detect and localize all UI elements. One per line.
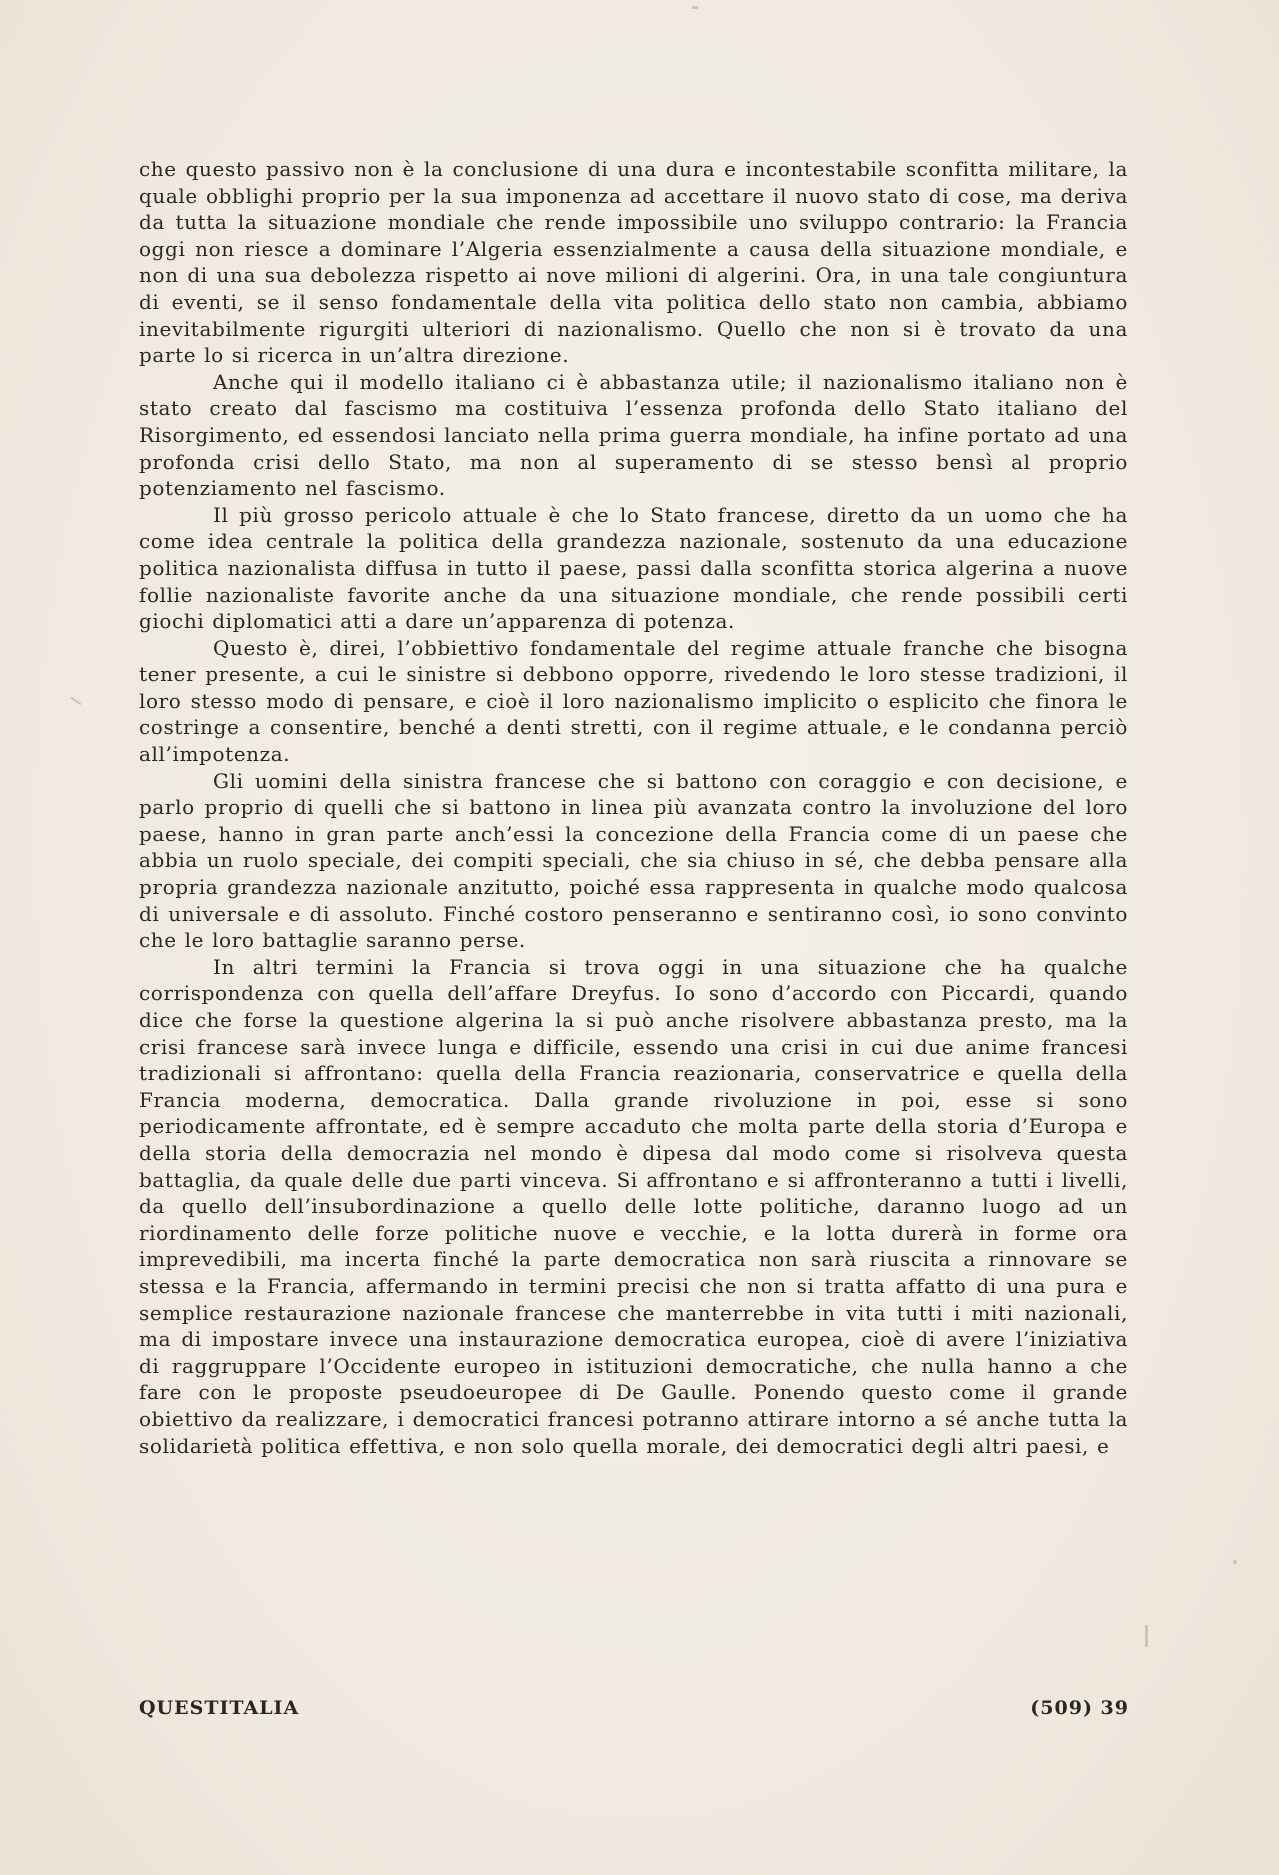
scan-speck bbox=[692, 6, 698, 9]
paragraph-5: Gli uomini della sinistra francese che si battono con coraggio e con decisione, e parlo proprio di quelli che si battono in linea più avanzata contro la involuzione del loro paese, hanno in gran parte anch’essi la concezione della Francia come di un paese che abbia un ruolo speciale, dei compiti speciali, che sia chiuso in sé, che debba pensare alla propria grandezza nazionale anzitutto, poiché essa rappresenta in qualche modo qualcosa di universale e di assoluto. Finché costoro penseranno e sentiranno così, io sono convinto che le loro battaglie saranno perse. bbox=[139, 768, 1128, 953]
scan-speck bbox=[71, 697, 82, 706]
journal-name: QUESTITALIA bbox=[139, 1697, 300, 1719]
body-text bbox=[139, 156, 1128, 1459]
paragraph-4: Questo è, direi, l’obbiettivo fondamentale del regime attuale franche che bisogna tener presente, a cui le sinistre si debbono opporre, rivedendo le loro stesse tradizioni, il loro stesso modo di pensare, e cioè il loro nazionalismo implicito o esplicito che finora le costringe a consentire, benché a denti stretti, con il regime attuale, e le condanna perciò all’impotenza. bbox=[139, 635, 1128, 767]
paragraph-2: Anche qui il modello italiano ci è abbastanza utile; il nazionalismo italiano non è stato creato dal fascismo ma costituiva l’essenza profonda dello Stato italiano del Risorgimento, ed essendosi lanciato nella prima guerra mondiale, ha infine portato ad una profonda crisi dello Stato, ma non al superamento di se stesso bensì al proprio potenziamento nel fascismo. bbox=[139, 369, 1128, 501]
scan-speck bbox=[1145, 1625, 1148, 1647]
page-number: (509) 39 bbox=[1030, 1697, 1129, 1719]
paragraph-1: che questo passivo non è la conclusione di una dura e incontestabile sconfitta militare, la quale obblighi proprio per la sua imponenza ad accettare il nuovo stato di cose, ma deriva da tutta la situazione mondiale che rende impossibile uno sviluppo contrario: la Francia oggi non riesce a dominare l’Algeria essenzialmente a causa della situazione mondiale, e non di una sua debolezza rispetto ai nove milioni di algerini. Ora, in una tale congiuntura di eventi, se il senso fondamentale della vita politica dello stato non cambia, abbiamo inevitabilmente rigurgiti ulteriori di nazionalismo. Quello che non si è trovato da una parte lo si ricerca in un’altra direzione. bbox=[139, 157, 1128, 368]
paragraph-6: In altri termini la Francia si trova oggi in una situazione che ha qualche corrispondenza con quella dell’affare Dreyfus. Io sono d’accordo con Piccardi, quando dice che forse la questione algerina la si può anche risolvere abbastanza presto, ma la crisi francese sarà invece lunga e difficile, essendo una crisi in cui due anime francesi tradizionali si affrontano: quella della Francia reazionaria, conservatrice e quella della Francia moderna, democratica. Dalla grande rivoluzione in poi, esse si sono periodicamente affrontate, ed è sempre accaduto che molta parte della storia d’Europa e della storia della democrazia nel mondo è dipesa dal modo come si risolveva questa battaglia, da quale delle due parti vinceva. Si affrontano e si affronteranno a tutti i livelli, da quello dell’insubordinazione a quello delle lotte politiche, daranno luogo ad un riordinamento delle forze politiche nuove e vecchie, e la lotta durerà in forme ora imprevedibili, ma incerta finché la parte democratica non sarà riuscita a rinnovare se stessa e la Francia, affermando in termini precisi che non si tratta affatto di una pura e semplice restaurazione nazionale francese che manterrebbe in vita tutti i miti nazionali, ma di impostare invece una instaurazione democratica europea, cioè di avere l’iniziativa di raggruppare l’Occidente europeo in istituzioni democratiche, che nulla hanno a che fare con le proposte pseudoeuropee di De Gaulle. Ponendo questo come il grande obiettivo da realizzare, i democratici francesi potranno attirare intorno a sé anche tutta la solidarietà politica effettiva, e non solo quella morale, dei democratici degli altri paesi, e bbox=[139, 954, 1128, 1458]
paragraph-3: Il più grosso pericolo attuale è che lo Stato francese, diretto da un uomo che ha come idea centrale la politica della grandezza nazionale, sostenuto da una educazione politica nazionalista diffusa in tutto il paese, passi dalla sconfitta storica algerina a nuove follie nazionaliste favorite anche da una situazione mondiale, che rende possibili certi giochi diplomatici atti a dare un’apparenza di potenza. bbox=[139, 502, 1128, 634]
scan-speck bbox=[1233, 1560, 1237, 1564]
